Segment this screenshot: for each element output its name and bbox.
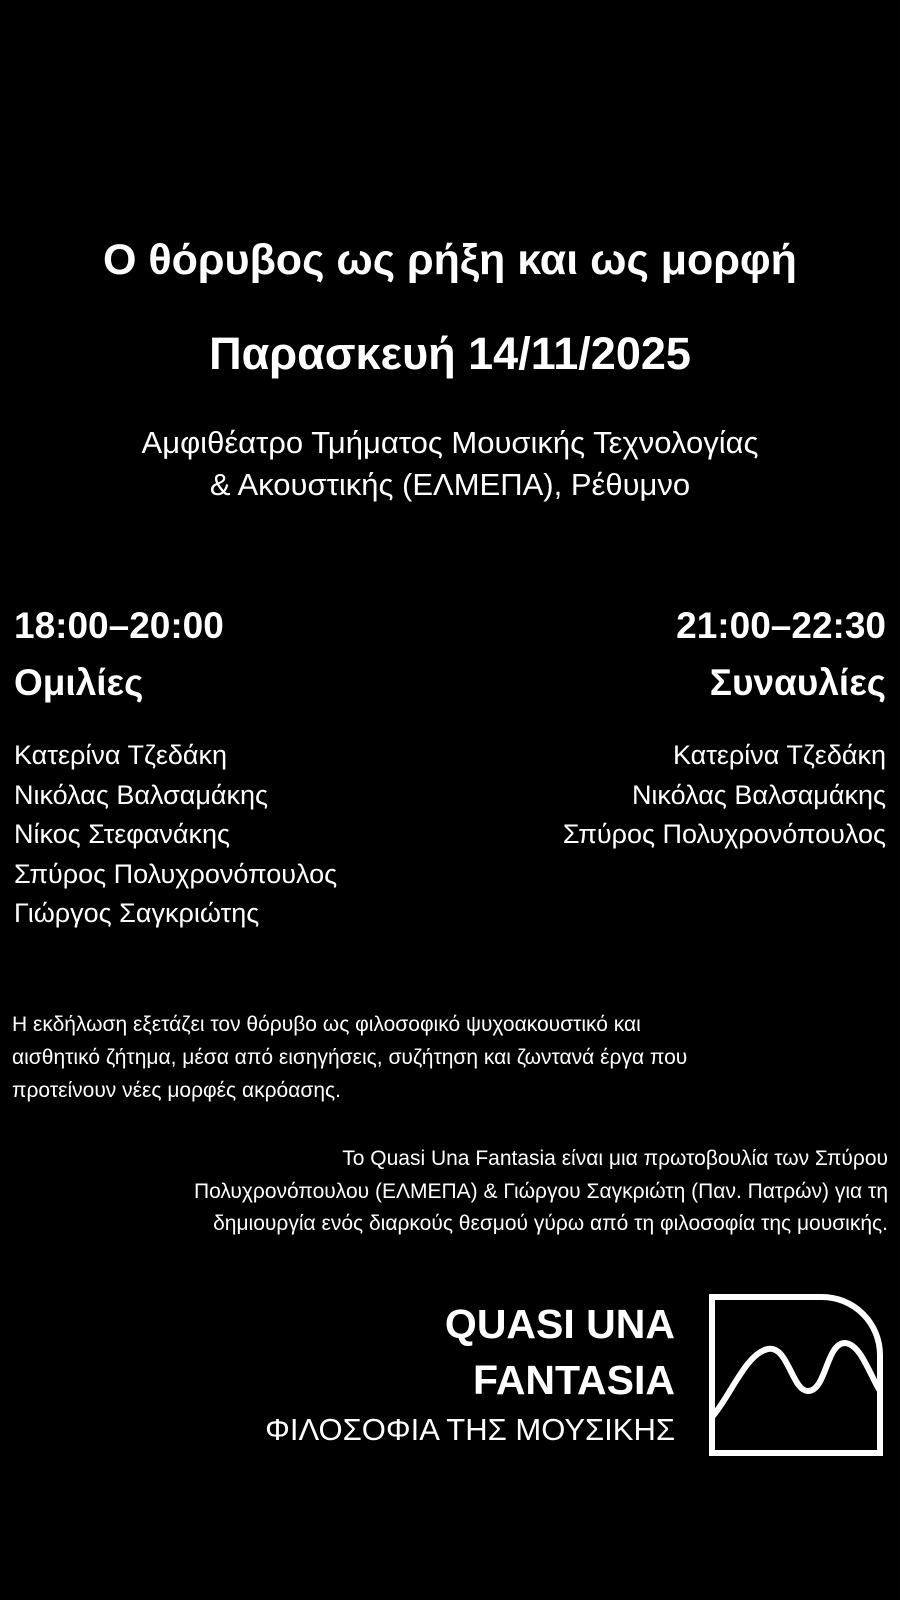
about-line: Πολυχρονόπουλου (ΕΛΜΕΠΑ) & Γιώργου Σαγκριώτη (Παν. Πατρών) για τη — [193, 1179, 888, 1203]
description-line: προτείνουν νέες μορφές ακρόασης. — [12, 1079, 341, 1102]
quasi-una-fantasia-logo-mark-icon — [708, 1293, 884, 1457]
concerts-time: 21:00–22:30 — [676, 605, 886, 646]
event-title: Ο θόρυβος ως ρήξη και ως μορφή — [103, 236, 797, 284]
speaker-name: Κατερίνα Τζεδάκη — [14, 740, 228, 770]
about-line: Το Quasi Una Fantasia είναι μια πρωτοβουλία των Σπύρου — [342, 1147, 888, 1170]
performer-name: Κατερίνα Τζεδάκη — [672, 740, 886, 770]
venue-line: Αμφιθέατρο Τμήματος Μουσικής Τεχνολογίας — [141, 425, 759, 460]
logo-wordmark — [175, 1296, 675, 1450]
performer-name: Σπύρος Πολυχρονόπουλος — [562, 819, 886, 849]
concerts-section — [466, 602, 886, 855]
description-line: Η εκδήλωση εξετάζει τον θόρυβο ως φιλοσοφικό ψυχοακουστικό και — [12, 1013, 641, 1036]
description-line: αισθητικό ζήτημα, μέσα από εισηγήσεις, συζήτηση και ζωντανά έργα που — [12, 1046, 688, 1069]
speaker-name: Νικόλας Βαλσαμάκης — [14, 779, 269, 810]
event-venue — [0, 422, 900, 506]
about-line: δημιουργία ενός διαρκούς θεσμού γύρω από τη φιλοσοφία της μουσικής. — [213, 1212, 888, 1235]
logo-name-line: FANTASIA — [473, 1357, 675, 1403]
event-date: Παρασκευή 14/11/2025 — [209, 328, 691, 379]
logo-name-line: QUASI UNA — [444, 1301, 675, 1347]
event-description — [12, 1008, 888, 1107]
initiative-note — [12, 1143, 888, 1241]
concerts-heading: Συναυλίες — [709, 662, 886, 703]
talks-section — [14, 602, 434, 934]
talks-heading: Ομιλίες — [14, 662, 144, 703]
logo-subtitle: ΦΙΛΟΣΟΦΙΑ ΤΗΣ ΜΟΥΣΙΚΗΣ — [265, 1412, 675, 1447]
speaker-name: Σπύρος Πολυχρονόπουλος — [14, 858, 338, 889]
talks-time: 18:00–20:00 — [14, 605, 224, 646]
performer-name: Νικόλας Βαλσαμάκης — [631, 779, 886, 810]
speaker-name: Νίκος Στεφανάκης — [14, 819, 231, 849]
venue-line: & Ακουστικής (ΕΛΜΕΠΑ), Ρέθυμνο — [209, 467, 691, 502]
speakers-list — [14, 736, 434, 934]
performers-list — [466, 736, 886, 855]
speaker-name: Γιώργος Σαγκριώτης — [14, 898, 260, 928]
